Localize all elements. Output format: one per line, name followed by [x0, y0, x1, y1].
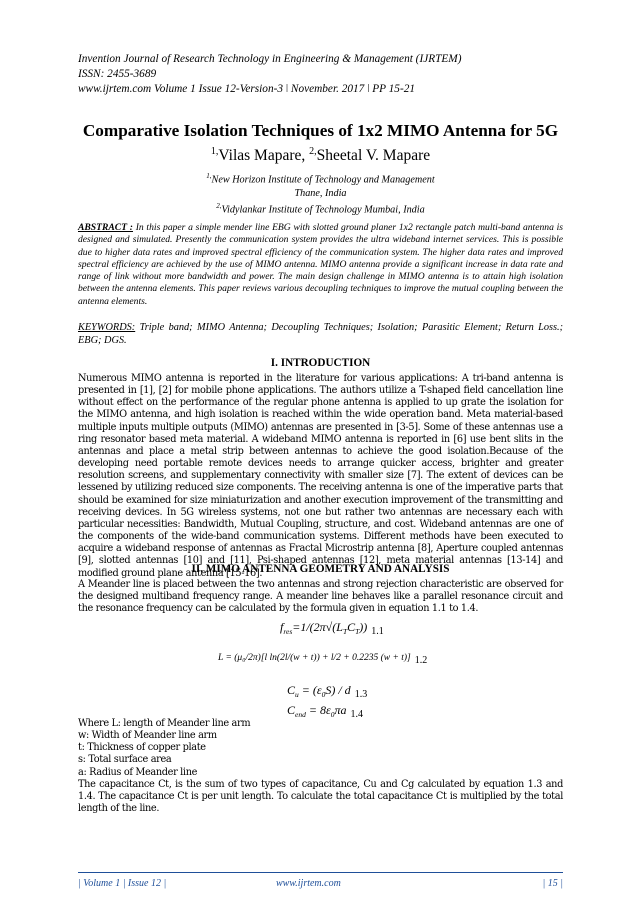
section-heading-introduction: I. INTRODUCTION	[270, 357, 371, 369]
keywords-text: Triple band; MIMO Antenna; Decoupling Techniques; Isolation; Parasitic Element; Return Loss.; EBG; DGS.	[78, 322, 563, 346]
author2-name: Sheetal V. Mapare	[316, 147, 431, 165]
where-item: t: Thickness of copper plate	[78, 742, 206, 754]
equation-number: 1.2	[414, 655, 428, 666]
affil2-sup: 2,	[216, 202, 222, 211]
introduction-paragraph: Numerous MIMO antenna is reported in the literature for various applications: A tri-band antenna is presented in [1], [2] for mobile phone applications. The authors utilize a T-shaped field cancellation line without effect on the performance of the regular phone antenna is applied to up grate the isolation for the MIMO antenna, and high isolation is reached within the wide operation band. Meta material-based multiple inputs multiple outputs (MIMO) antennas are presented in [3-5]. Some of these antennas use a ring resonator based meta material. A wideband MIMO antenna is reported in [6] use bent slits in the antennas and place a metal strip between antennas to achieve the good isolation.Because of the developing need portable remote devices needs to arrange quicker access, brighter and greater resolution screens, and supplementary connectivity with smaller size [7]. The extent of devices can be lessened by utilizing reduced size components. The receiving antenna is one of the imperative parts that should be examined for size miniaturization and another execution improvement of the transmitting and receiving devices. In 5G wireless systems, not one but rather two antennas are necessary each with particular necessities: Bandwidth, Mutual Coupling, structure, and cost. Wideband antennas are one of the components of the wide-band communication systems. Different methods have been executed to acquire a wideband response of antennas as Fractal Microstrip antenna [8], Aperture coupled antennas [9], slotted antennas [10] and [11], Psi-shaped antennas [12], meta material antennas [13-14] and modified ground plane antenna [15-16].	[78, 373, 563, 579]
author1-sup: 1,	[210, 146, 219, 157]
author2-sup: 2,	[309, 146, 317, 157]
footer-website: www.ijrtem.com	[276, 878, 341, 889]
equation-number: 1.4	[350, 709, 363, 720]
affiliations	[78, 170, 563, 217]
journal-header	[78, 52, 578, 97]
authors	[78, 146, 563, 165]
footer-volume: | Volume 1 | Issue 12 |	[78, 878, 167, 889]
equation-number: 1.1	[371, 626, 384, 637]
where-item: w: Width of Meander line arm	[78, 730, 217, 742]
author1-name: Vilas Mapare,	[218, 147, 310, 165]
keywords	[78, 321, 563, 347]
geometry-paragraph: A Meander line is placed between the two antennas and strong rejection characteristic are observed for the designed multiband frequency range. A meander line behaves like a parallel resonance circuit and the resonance frequency can be calculated by the formula given in equation 1.1 to 1.4.	[78, 579, 563, 615]
equation-number: 1.3	[354, 689, 368, 700]
equation-1-4: $C_{end} = 8\varepsilon_0\pi a$ $_{1.4}$	[287, 703, 363, 720]
where-list	[78, 718, 563, 779]
abstract	[78, 222, 563, 308]
where-item: Where L: length of Meander line arm	[78, 718, 251, 729]
affil2: Vidylankar Institute of Technology Mumbai, India	[221, 204, 425, 216]
affil1-sup: 1,	[206, 172, 212, 180]
journal-issn: ISSN: 2455-3689	[78, 68, 157, 80]
equation-1-3: $C_u = (\varepsilon_0S) / d$ $_{1.3}$	[287, 683, 368, 700]
equation-1-2: L = (μ₀/2π)[l ln(2l/(w + t)) + l/2 + 0.2235 (w + t)] 1.2	[218, 653, 428, 666]
capacitance-paragraph: The capacitance Ct, is the sum of two types of capacitance, Cu and Cg calculated by equation 1.3 and 1.4. The capacitance Ct is per unit length. To calculate the total capacitance Ct is multiplied by the total length of the line.	[78, 779, 563, 815]
journal-volume: www.ijrtem.com Volume 1 Issue 12-Version-3 ǀ November. 2017 ǀ PP 15-21	[78, 83, 416, 95]
paper-title: Comparative Isolation Techniques of 1x2 MIMO Antenna for 5G	[82, 121, 559, 140]
footer-rule	[78, 872, 563, 873]
affil1-city: Thane, India	[294, 187, 347, 199]
footer-page-number: | 15 |	[542, 878, 563, 889]
affil1: New Horizon Institute of Technology and Management	[211, 174, 435, 186]
journal-name: Invention Journal of Research Technology in Engineering & Management (IJRTEM)	[78, 53, 462, 65]
where-item: a: Radius of Meander line	[78, 766, 198, 778]
keywords-label: KEYWORDS:	[78, 322, 136, 333]
equation-1-1: $f_{res}=1/(2\pi√(L_TC_T))$ $_{1.1}$	[280, 620, 384, 637]
abstract-label: ABSTRACT :	[78, 222, 133, 233]
section-heading-geometry: II. MIMO ANTENNA GEOMETRY AND ANALYSIS	[191, 563, 450, 575]
where-item: s: Total surface area	[78, 754, 172, 766]
abstract-text: In this paper a simple mender line EBG with slotted ground planer 1x2 rectangle patch multi-band antenna is designed and simulated. Presently the communication system provides the ultra wideband internet services. This is possible due to higher data rates and improved spectral efficiency of the communication system. The higher data rates and improved spectral efficiency are achieved by the use of MIMO antenna. MIMO antenna provide a significant increase in data rate and range of link without more bandwidth and power. The main design challenge in MIMO antenna is to attain high isolation between the antenna elements. This paper reviews various decoupling techniques to improve the mutual coupling between the antenna elements.	[78, 222, 563, 307]
